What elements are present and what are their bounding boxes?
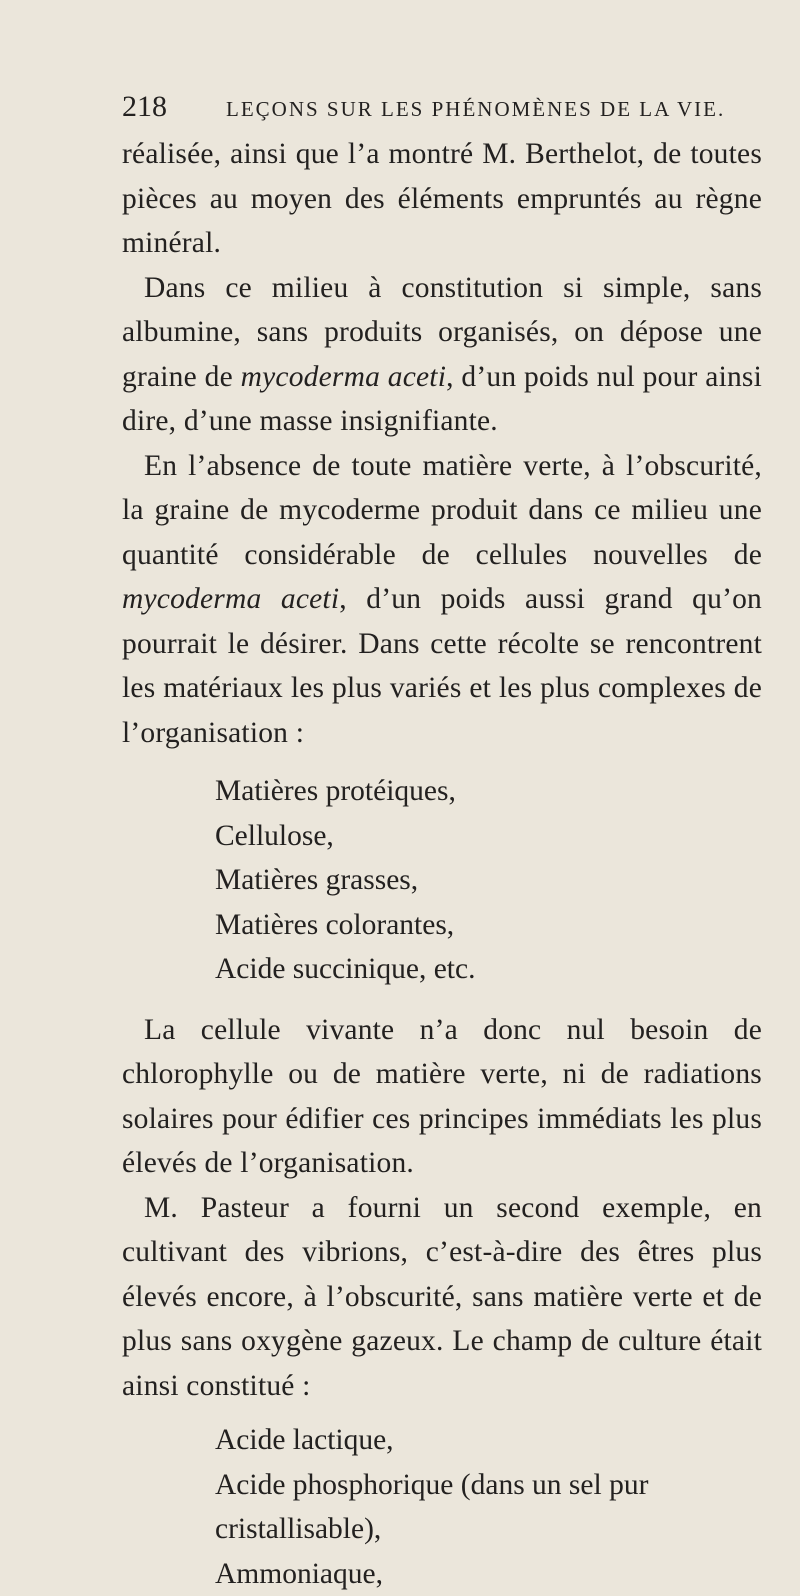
list-item: Matières colorantes, (215, 903, 762, 948)
list-item: Cellulose, (215, 814, 762, 859)
culture-medium-list (215, 1418, 762, 1596)
paragraph-3 (122, 444, 762, 756)
paragraph-4: La cellule vivante n’a donc nul besoin de chlorophylle ou de matière verte, ni de radiations solaires pour édifier ces principes immédiats les plus élevés de l’organisation. (122, 1008, 762, 1186)
running-title: LEÇONS SUR LES PHÉNOMÈNES DE LA VIE. (226, 97, 725, 122)
paragraph-5: M. Pasteur a fourni un second exemple, en cultivant des vibrions, c’est-à-dire des êtres plus élevés encore, à l’obscurité, sans matière verte et de plus sans oxygène gazeux. Le champ de culture était ainsi constitué : (122, 1186, 762, 1409)
paragraph-2 (122, 266, 762, 444)
list-item: Acide phosphorique (dans un sel pur cristallisable), (215, 1463, 762, 1552)
list-item: Ammoniaque, (215, 1552, 762, 1596)
running-head (122, 90, 762, 130)
paragraph-2-text-c: , d’un poids nul pour ainsi dire, d’une masse insignifiante. (122, 361, 762, 438)
list-item: Matières protéiques, (215, 769, 762, 814)
paragraph-3-text-a: En l’absence de toute matière verte, à l’obscurité, la graine de mycoderme produit dans ce milieu une quantité considérable de cellules nouvelles de (122, 450, 762, 571)
list-item: Acide succinique, etc. (215, 947, 762, 992)
paragraph-2-text-a: Dans ce milieu à constitution si simple, sans albumine, sans produits organisés, on dépose une graine de (122, 272, 762, 393)
list-item: Acide lactique, (215, 1418, 762, 1463)
paragraph-1: réalisée, ainsi que l’a montré M. Berthelot, de toutes pièces au moyen des éléments empruntés au règne minéral. (122, 132, 762, 266)
list-item: Matières grasses, (215, 858, 762, 903)
paragraph-3-text-c: , d’un poids aussi grand qu’on pourrait le désirer. Dans cette récolte se rencontrent les matériaux les plus variés et les plus complexes de l’organisation : (122, 583, 762, 749)
organic-materials-list (215, 769, 762, 992)
paragraph-2-species-name: mycoderma aceti (241, 361, 446, 393)
page-number: 218 (122, 90, 226, 124)
paragraph-3-species-name: mycoderma aceti (122, 583, 339, 615)
